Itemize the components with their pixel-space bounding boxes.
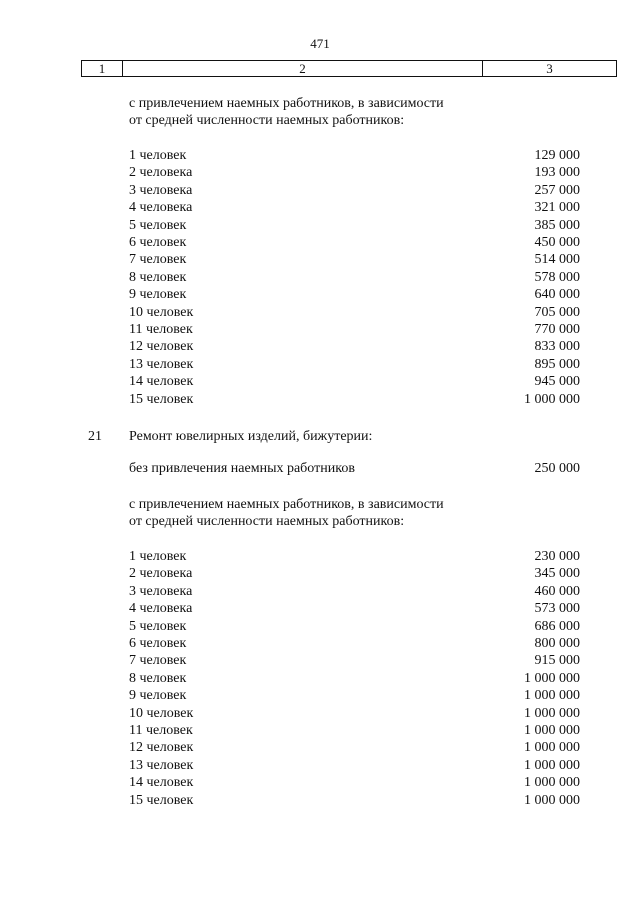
row-value: 460 000 bbox=[534, 583, 580, 599]
row-label: 11 человек bbox=[129, 723, 193, 738]
row-label: 14 человек bbox=[129, 775, 194, 791]
section20-hired-heading-line2: от средней численности наемных работников: bbox=[129, 113, 405, 128]
row-label: 7 человек bbox=[129, 252, 187, 268]
row-value: 193 000 bbox=[534, 165, 580, 181]
row-value: 1 000 000 bbox=[524, 740, 580, 756]
row-label: 4 человека bbox=[129, 601, 193, 617]
row-label: 10 человек bbox=[129, 304, 194, 320]
row-label: 5 человек bbox=[129, 618, 187, 634]
row-label: 1 человек bbox=[129, 148, 187, 163]
header-col-1: 1 bbox=[82, 61, 123, 76]
row-label: 12 человек bbox=[129, 740, 194, 756]
row-label: 3 человека bbox=[129, 182, 193, 198]
row-value: 1 000 000 bbox=[524, 792, 580, 808]
row-value: 1 000 000 bbox=[524, 705, 580, 721]
row-value: 578 000 bbox=[534, 269, 580, 285]
row-label: 14 человек bbox=[129, 374, 194, 390]
section21-no-hired-label: без привлечения наемных работников bbox=[129, 461, 355, 476]
row-label: 5 человек bbox=[129, 217, 187, 233]
row-value: 833 000 bbox=[534, 339, 580, 355]
row-value: 1 000 000 bbox=[524, 723, 580, 738]
row-value: 1 000 000 bbox=[524, 670, 580, 686]
row-label: 9 человек bbox=[129, 287, 187, 303]
row-value: 705 000 bbox=[534, 304, 580, 320]
row-label: 15 человек bbox=[129, 391, 194, 407]
row-value: 345 000 bbox=[534, 566, 580, 582]
row-label: 4 человека bbox=[129, 200, 193, 216]
row-label: 2 человека bbox=[129, 165, 193, 181]
row-label: 10 человек bbox=[129, 705, 194, 721]
row-value: 686 000 bbox=[534, 618, 580, 634]
row-value: 1 000 000 bbox=[524, 688, 580, 704]
row-value: 321 000 bbox=[534, 200, 580, 216]
row-value: 770 000 bbox=[534, 322, 580, 337]
row-label: 6 человек bbox=[129, 235, 187, 250]
row-label: 2 человека bbox=[129, 566, 193, 582]
row-value: 800 000 bbox=[534, 636, 580, 651]
row-value: 257 000 bbox=[534, 182, 580, 198]
row-label: 13 человек bbox=[129, 356, 194, 372]
row-label: 3 человека bbox=[129, 583, 193, 599]
row-value: 385 000 bbox=[534, 217, 580, 233]
row-label: 13 человек bbox=[129, 757, 194, 773]
row-value: 895 000 bbox=[534, 356, 580, 372]
section20-hired-heading-line1: с привлечением наемных работников, в зависимости bbox=[129, 96, 444, 111]
section21-no-hired-value: 250 000 bbox=[534, 461, 580, 476]
row-value: 230 000 bbox=[534, 549, 580, 564]
header-col-3: 3 bbox=[546, 61, 553, 76]
row-label: 12 человек bbox=[129, 339, 194, 355]
header-col-2: 2 bbox=[123, 61, 483, 76]
page-number: 471 bbox=[310, 36, 330, 51]
row-label: 8 человек bbox=[129, 269, 187, 285]
row-value: 514 000 bbox=[534, 252, 580, 268]
section21-number: 21 bbox=[88, 429, 102, 444]
row-label: 15 человек bbox=[129, 792, 194, 808]
section21-hired-heading-line1: с привлечением наемных работников, в зависимости bbox=[129, 497, 444, 512]
section21-title: Ремонт ювелирных изделий, бижутерии: bbox=[129, 429, 373, 444]
row-value: 945 000 bbox=[534, 374, 580, 390]
row-value: 450 000 bbox=[534, 235, 580, 250]
row-value: 640 000 bbox=[534, 287, 580, 303]
table-header bbox=[81, 60, 617, 77]
row-label: 8 человек bbox=[129, 670, 187, 686]
row-label: 6 человек bbox=[129, 636, 187, 651]
row-value: 573 000 bbox=[534, 601, 580, 617]
row-value: 915 000 bbox=[534, 653, 580, 669]
row-value: 129 000 bbox=[534, 148, 580, 163]
section21-hired-heading-line2: от средней численности наемных работников: bbox=[129, 514, 405, 529]
row-value: 1 000 000 bbox=[524, 757, 580, 773]
row-value: 1 000 000 bbox=[524, 775, 580, 791]
row-value: 1 000 000 bbox=[524, 391, 580, 407]
row-label: 1 человек bbox=[129, 549, 187, 564]
row-label: 9 человек bbox=[129, 688, 187, 704]
row-label: 7 человек bbox=[129, 653, 187, 669]
row-label: 11 человек bbox=[129, 322, 193, 337]
